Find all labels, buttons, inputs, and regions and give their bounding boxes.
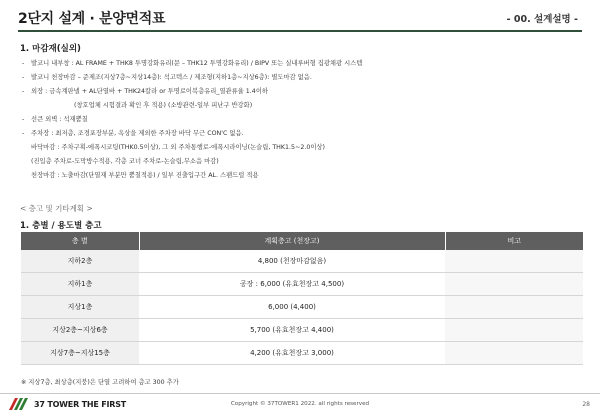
height-cell: 5,700 (유효천장고 4,400) — [139, 319, 445, 342]
note-cell — [445, 319, 583, 342]
list-item — [31, 170, 259, 179]
floor-cell: 지하2층 — [21, 250, 139, 273]
page-title: 2단지 설계 · 분양면적표 — [18, 11, 166, 27]
header-divider — [18, 30, 582, 32]
footnote: ※ 지상7층, 최상층(지붕)은 단열 고려하여 층고 300 추가 — [21, 379, 179, 386]
brand-name: 37 TOWER THE FIRST — [34, 399, 127, 409]
copyright-text: Copyright © 37TOWER1 2022. all rights reserved — [230, 401, 370, 407]
bullet-dash: - — [22, 74, 25, 81]
list-item-text: 발코니 천장마감 – 준제조(지상7층~지상14층): 석고텍스 / 제조형(지하1층~지상6층): 별도마감 없음. — [31, 74, 312, 81]
table-row — [21, 342, 583, 365]
list-item-text: 천장마감 : 노출마감(단열재 부분만 뿜칠적용) / 일부 진출입구간 AL. 스팬드럴 적용 — [31, 172, 259, 179]
footer-divider — [0, 393, 600, 394]
bullet-dash: - — [22, 130, 25, 137]
bullet-dash: - — [22, 60, 25, 67]
list-item — [22, 58, 362, 67]
table-row — [21, 319, 583, 342]
list-item-text: 주차장 : 최저층, 조경포장부분, 옥상을 제외한 주차장 바닥 무근 CON'C 없음. — [31, 130, 244, 137]
table-header-row — [21, 232, 583, 250]
table-row — [21, 273, 583, 296]
column-header-note: 비고 — [445, 232, 583, 250]
section1-heading: 1. 마감재(실외) — [20, 44, 81, 54]
list-item-text: 선큰 외벽 : 석재뿜칠 — [31, 116, 88, 123]
list-item-text: (진입층 주차로-도막방수적용, 각층 코너 주차로-논슬립,무소음 마감) — [31, 158, 219, 165]
bullet-dash: - — [22, 116, 25, 123]
list-item-text: 바닥마감 : 주차구획-에폭시코팅(THK0.5이상), 그 외 주차통행로-에폭시라이닝(논슬립, THK1.5~2.0이상) — [31, 144, 325, 151]
height-cell: 6,000 (4,400) — [139, 296, 445, 319]
page-number: 28 — [582, 401, 590, 408]
list-item — [22, 72, 312, 81]
height-cell: 공장 : 6,000 (유효천장고 4,500) — [139, 273, 445, 296]
list-item — [31, 142, 325, 151]
list-item — [22, 86, 268, 95]
section-tag: - 00. 설계설명 - — [506, 14, 578, 25]
note-cell — [445, 273, 583, 296]
height-cell: 4,200 (유효천장고 3,000) — [139, 342, 445, 365]
floor-height-table — [21, 232, 583, 365]
list-item-text: 발코니 내부창 : AL FRAME + THK8 투명강화유리(문 – THK12 투명강화유리) / BIPV 또는 실내루버형 집광채광 시스템 — [31, 60, 363, 67]
column-header-height: 계획층고 (천장고) — [139, 232, 445, 250]
floor-cell: 지상2층~지상6층 — [21, 319, 139, 342]
table-row — [21, 296, 583, 319]
bullet-dash: - — [22, 88, 25, 95]
list-item-text: (창호업체 시험결과 확인 후 적용) (소방관련-일부 피난구 반강화) — [74, 102, 253, 109]
section2-heading: 1. 층별 / 용도별 층고 — [20, 221, 102, 231]
list-item — [31, 156, 219, 165]
note-cell — [445, 342, 583, 365]
list-item — [74, 100, 252, 109]
note-cell — [445, 296, 583, 319]
list-item — [22, 114, 88, 123]
column-header-floor: 층 별 — [21, 232, 139, 250]
floor-cell: 지상1층 — [21, 296, 139, 319]
height-cell: 4,800 (천장마감없음) — [139, 250, 445, 273]
list-item-text: 외장 : 금속계판넬 + AL단열바 + THK24칼라 or 투명로이복층유리_열관류율 1.4이하 — [31, 88, 268, 95]
note-cell — [445, 250, 583, 273]
floor-cell: 지상7층~지상15층 — [21, 342, 139, 365]
floor-cell: 지하1층 — [21, 273, 139, 296]
table-row — [21, 250, 583, 273]
list-item — [22, 128, 244, 137]
other-plan-heading: < 층고 및 기타계획 > — [20, 204, 93, 213]
